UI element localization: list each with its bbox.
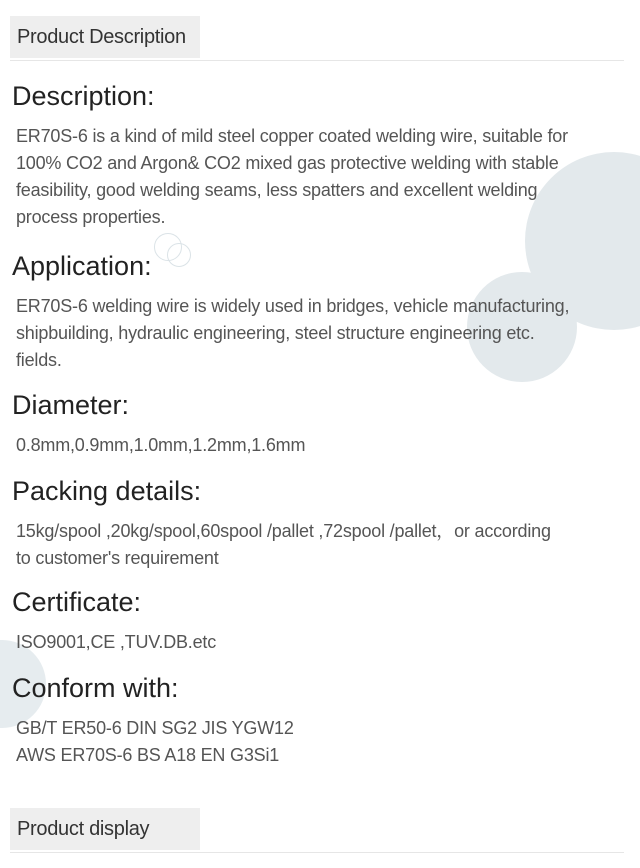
diameter-text xyxy=(16,432,616,459)
conform-text xyxy=(16,715,616,769)
application-line: fields. xyxy=(16,350,62,370)
packing-text xyxy=(16,518,616,572)
conform-line: GB/T ER50-6 DIN SG2 JIS YGW12 xyxy=(16,718,294,738)
description-heading: Description: xyxy=(12,81,155,111)
application-heading: Application: xyxy=(12,251,152,281)
certificate-line: ISO9001,CE ,TUV.DB.etc xyxy=(16,632,217,652)
conform-line: AWS ER70S-6 BS A18 EN G3Si1 xyxy=(16,745,280,765)
diameter-heading: Diameter: xyxy=(12,390,130,420)
section-tab-product-description: Product Description xyxy=(10,16,200,58)
packing-line: to customer's requirement xyxy=(16,548,219,568)
application-text xyxy=(16,293,616,374)
packing-line: 15kg/spool ,20kg/spool,60spool /pallet ,72spool /pallet，or according xyxy=(16,521,551,541)
application-line: shipbuilding, hydraulic engineering, steel structure engineering etc. xyxy=(16,323,535,343)
description-line: ER70S-6 is a kind of mild steel copper coated welding wire, suitable for xyxy=(16,126,568,146)
packing-heading: Packing details: xyxy=(12,476,202,506)
section-divider xyxy=(10,852,624,853)
section-tab-product-display: Product display xyxy=(10,808,200,850)
diameter-line: 0.8mm,0.9mm,1.0mm,1.2mm,1.6mm xyxy=(16,435,306,455)
certificate-heading: Certificate: xyxy=(12,587,142,617)
conform-heading: Conform with: xyxy=(12,673,179,703)
description-line: feasibility, good welding seams, less spatters and excellent welding xyxy=(16,180,538,200)
description-text xyxy=(16,123,616,231)
description-line: 100% CO2 and Argon& CO2 mixed gas protective welding with stable xyxy=(16,153,559,173)
description-line: process properties. xyxy=(16,207,166,227)
section-divider xyxy=(10,60,624,61)
decorative-ring xyxy=(167,243,191,267)
application-line: ER70S-6 welding wire is widely used in bridges, vehicle manufacturing, xyxy=(16,296,570,316)
certificate-text xyxy=(16,629,616,656)
